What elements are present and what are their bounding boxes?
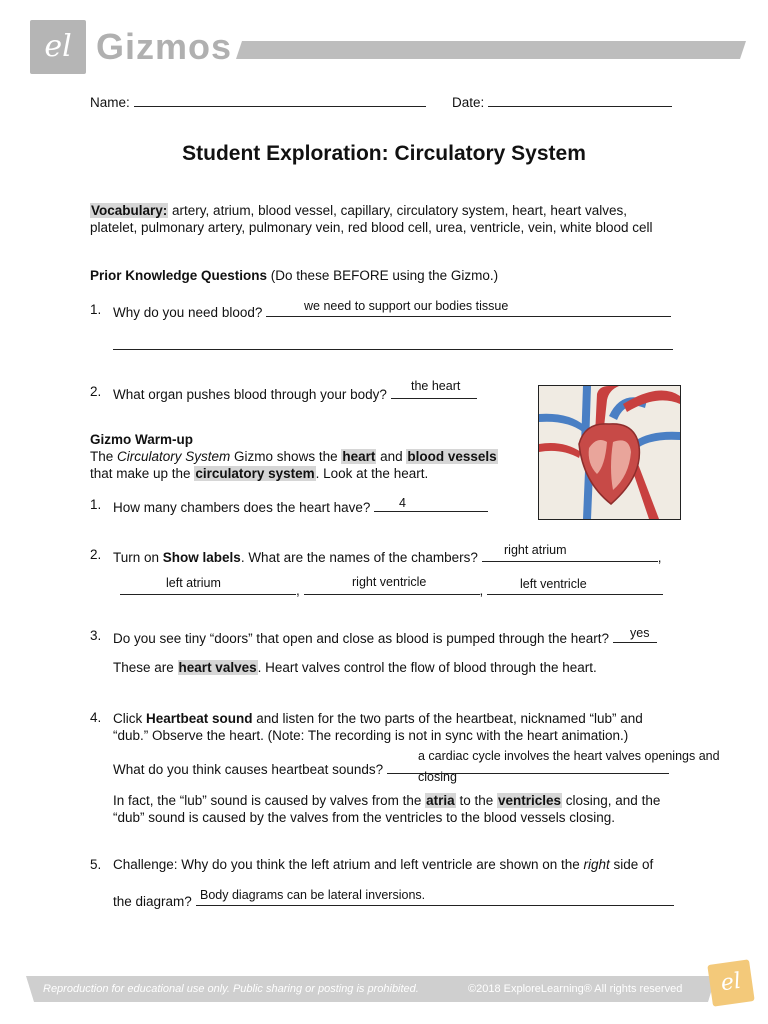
intro-vessels-term: blood vessels [407,449,497,464]
intro-line2-b: . Look at the heart. [315,466,429,481]
warmup-heading [90,432,193,447]
intro-text-b: Gizmo shows the [230,449,342,464]
warmup-intro [90,448,498,482]
prior-heading-note: (Do these BEFORE using the Gizmo.) [270,268,499,283]
fact-line2: “dub” sound is caused by the valves from the ventricles to the blood vessels closing. [113,810,616,825]
q4-text-b: and listen for the two parts of the heartbeat, nicknamed “lub” and [252,711,643,726]
chamber-answer-1: right atrium [504,543,567,557]
warmup-q3-note [113,660,597,675]
prior-knowledge-heading [90,268,498,283]
comma-1: , [657,550,662,565]
prior-q1-answer: we need to support our bodies tissue [304,299,509,313]
gizmos-brand: Gizmos [96,26,233,67]
vocabulary-text-1: artery, atrium, blood vessel, capillary, circulatory system, heart, heart valves, [172,203,627,218]
vocabulary-label: Vocabulary: [91,203,168,218]
warmup-q1-answer: 4 [399,496,406,510]
date-label: Date: [452,95,485,110]
warmup-q5 [113,857,653,872]
explorelearning-logo: el [30,20,86,74]
fact-text-a: In fact, the “lub” sound is caused by valves from the [113,793,426,808]
right-term: right [583,857,610,872]
prior-q2-answer: the heart [411,379,461,393]
ventricles-term: ventricles [497,793,562,808]
q4-text-a: Click [113,711,146,726]
prior-heading-text: Prior Knowledge Questions [90,268,268,283]
page-title: Student Exploration: Circulatory System [182,142,586,165]
intro-text-a: The [90,449,118,464]
heart-diagram-svg [539,386,680,519]
chamber-answer-3: right ventricle [352,575,427,589]
header-bar [236,41,746,59]
prior-q1-text: Why do you need blood? [113,305,263,320]
warmup-q4-number: 4. [90,710,102,725]
vocabulary-block [90,202,690,236]
warmup-heading-text: Gizmo Warm-up [90,432,193,447]
date-field [452,92,672,110]
warmup-q4 [113,710,643,744]
vocabulary-text-2: platelet, pulmonary artery, pulmonary vein, red blood cell, urea, ventricle, vein, white blood cell [90,220,653,235]
fact-text-c: closing, and the [562,793,661,808]
intro-heart-term: heart [342,449,376,464]
heart-illustration [538,385,681,520]
footer-disclaimer: Reproduction for educational use only. Public sharing or posting is prohibited. [43,983,419,995]
q5-line2-text: the diagram? [113,894,192,909]
warmup-q3-number: 3. [90,628,102,643]
warmup-q4-fact [113,792,660,826]
show-labels-term: Show labels [162,550,241,565]
q4-ask-text: What do you think causes heartbeat sounds? [113,762,384,777]
warmup-q3 [113,628,657,646]
prior-q2-text: What organ pushes blood through your body? [113,387,387,402]
warmup-q2 [113,547,661,565]
name-field [90,92,426,110]
warmup-q4-answer-1: a cardiac cycle involves the heart valves openings and [418,749,720,763]
warmup-q4-answer-2: closing [418,770,457,784]
heartbeat-sound-term: Heartbeat sound [146,711,253,726]
q5-text-a: Challenge: Why do you think the left atrium and left ventricle are shown on the [113,857,584,872]
fact-text-b: to the [455,793,497,808]
q5-text-b: side of [609,857,654,872]
warmup-q1-number: 1. [90,497,102,512]
warmup-q3-answer: yes [630,626,650,640]
footer-copyright: ©2018 ExploreLearning® All rights reserved [468,983,683,995]
intro-gizmo-name: Circulatory System [117,449,231,464]
warmup-q3-text: Do you see tiny “doors” that open and close as blood is pumped through the heart? [113,631,610,646]
intro-and: and [376,449,407,464]
warmup-q5-answer: Body diagrams can be lateral inversions. [200,888,426,902]
note-text-a: These are [113,660,178,675]
prior-q2-number: 2. [90,384,102,399]
comma-2: , [296,583,300,598]
name-label: Name: [90,95,130,110]
prior-q1-line-2[interactable] [113,335,673,350]
atria-term: atria [426,793,455,808]
warmup-q1 [113,497,488,515]
q2-text-b: . What are the names of the chambers? [240,550,478,565]
warmup-q1-line[interactable] [374,497,488,512]
q2-text-a: Turn on [113,550,163,565]
chamber-answer-4: left ventricle [520,577,587,591]
intro-line2-a: that make up the [90,466,195,481]
note-text-b: . Heart valves control the flow of blood through the heart. [257,660,597,675]
prior-q1-number: 1. [90,302,102,317]
date-line[interactable] [488,92,672,107]
warmup-q2-number: 2. [90,547,102,562]
name-line[interactable] [134,92,426,107]
q4-line2: “dub.” Observe the heart. (Note: The recording is not in sync with the heart animation.) [113,728,629,743]
intro-system-term: circulatory system [195,466,315,481]
warmup-q5-number: 5. [90,857,102,872]
chamber-answer-2: left atrium [166,576,221,590]
footer-logo: el [707,959,754,1006]
comma-3: , [479,583,484,598]
heart-valves-term: heart valves [178,660,257,675]
warmup-q1-text: How many chambers does the heart have? [113,500,371,515]
